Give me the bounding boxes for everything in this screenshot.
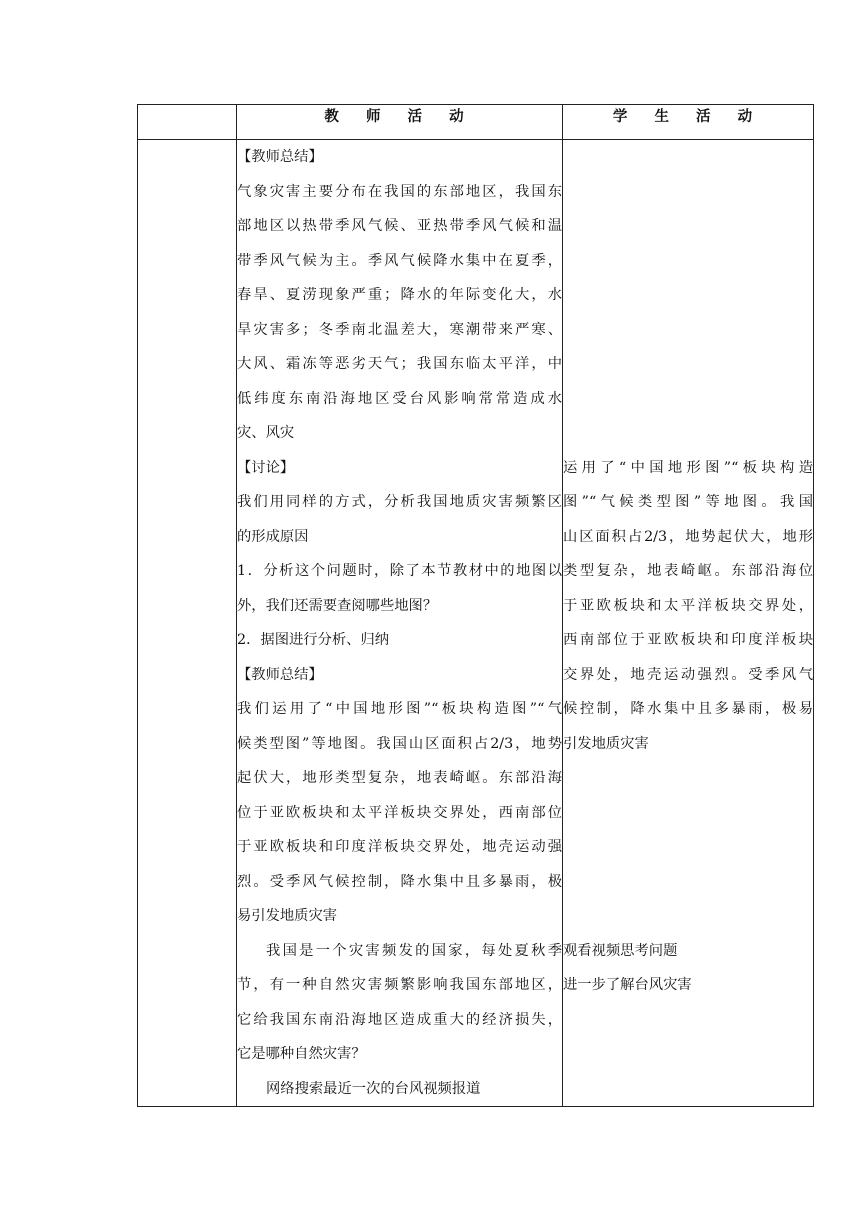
teacher-text-line: 烈。受季风气候控制，降水集中且多暴雨，极 — [237, 873, 562, 890]
student-text-line: 山区面积占2/3，地势起伏大，地形 — [563, 528, 813, 545]
student-text-spacer — [563, 278, 813, 313]
student-text-spacer — [563, 140, 813, 175]
teacher-text-line: 气象灾害主要分布在我国的东部地区，我国东 — [237, 183, 562, 200]
teacher-text-line: 2．据图进行分析、归纳 — [237, 632, 390, 648]
student-text-line: 类型复杂，地表崎岖。东部沿海位 — [563, 563, 813, 579]
student-text-spacer — [563, 796, 813, 831]
student-text-spacer — [563, 347, 813, 382]
teacher-text-line: 低纬度东南沿海地区受台风影响常常造成水 — [237, 390, 562, 407]
teacher-text-line: 外，我们还需要查阅哪些地图？ — [237, 597, 438, 614]
student-text-line: 西南部位于亚欧板块和印度洋板块 — [563, 632, 813, 648]
teacher-text-line: 我国是一个灾害频发的国家，每处夏秋季 — [266, 942, 562, 959]
header-cell-empty — [138, 105, 237, 140]
teacher-text-line: 位于亚欧板块和太平洋板块交界处，西南部位 — [237, 804, 562, 821]
teacher-text-line: 【讨论】 — [237, 459, 295, 476]
student-text-spacer — [563, 175, 813, 210]
student-text-line: 于亚欧板块和太平洋板块交界处， — [563, 597, 813, 614]
teacher-text-line: 于亚欧板块和印度洋板块交界处，地壳运动强 — [237, 839, 562, 855]
header-student-activity: 学 生 活 动 — [563, 105, 814, 140]
student-text-line: 交界处，地壳运动强烈。受季风气 — [563, 666, 813, 683]
teacher-text-line: 易引发地质灾害 — [237, 908, 338, 924]
teacher-text-line: 【教师总结】 — [237, 666, 323, 683]
student-text-spacer — [563, 313, 813, 348]
teacher-text-line: 节，有一种自然灾害频繁影响我国东部地区， — [237, 977, 562, 993]
teacher-text-line: 起伏大，地形类型复杂，地表崎岖。东部沿海 — [237, 770, 562, 786]
teacher-text-line: 大风、霜冻等恶劣天气；我国东临太平洋，中 — [237, 356, 562, 372]
teacher-activity-cell — [237, 140, 563, 1107]
student-text-line: 引发地质灾害 — [563, 735, 649, 752]
teacher-text-line: 1．分析这个问题时，除了本节教材中的地图以 — [237, 563, 562, 579]
teacher-text-line: 的形成原因 — [237, 528, 309, 545]
teacher-text-line: 候类型图”等地图。我国山区面积占2/3，地势 — [237, 735, 562, 752]
teacher-text-line: 我们运用了“中国地形图”“板块构造图”“气 — [237, 701, 562, 717]
student-text-spacer — [563, 382, 813, 417]
teacher-text-line: 它是哪种自然灾害？ — [237, 1046, 366, 1062]
student-text-spacer — [563, 899, 813, 934]
student-text-spacer — [563, 761, 813, 796]
lesson-plan-table — [137, 104, 814, 1107]
table-body-row — [138, 140, 814, 1107]
student-text-spacer — [563, 244, 813, 279]
student-text-spacer — [563, 865, 813, 900]
teacher-text-line: 旱灾害多；冬季南北温差大，寒潮带来严寒、 — [237, 321, 562, 338]
student-text-spacer — [563, 416, 813, 451]
student-text-line: 进一步了解台风灾害 — [563, 977, 692, 993]
student-text-line: 运用了“中国地形图”“板块构造 — [563, 459, 813, 476]
teacher-text-line: 【教师总结】 — [237, 149, 323, 165]
student-text-spacer — [563, 209, 813, 244]
student-text-line: 图”“气候类型图”等地图。我国 — [563, 494, 813, 510]
header-teacher-activity: 教 师 活 动 — [237, 105, 563, 140]
teacher-text-line: 灾、风灾 — [237, 425, 295, 441]
teacher-text-line: 它给我国东南沿海地区造成重大的经济损失， — [237, 1011, 562, 1028]
table-header-row — [138, 105, 814, 140]
label-cell — [138, 140, 237, 1107]
student-text-line: 观看视频思考问题 — [563, 942, 678, 959]
student-activity-cell — [563, 140, 814, 1107]
teacher-text-line: 带季风气候为主。季风气候降水集中在夏季， — [237, 252, 562, 269]
teacher-text-line: 我们用同样的方式，分析我国地质灾害频繁区 — [237, 494, 562, 510]
teacher-text-line: 春旱、夏涝现象严重；降水的年际变化大，水 — [237, 287, 562, 303]
teacher-text-line: 网络搜索最近一次的台风视频报道 — [266, 1080, 481, 1097]
student-text-spacer — [563, 830, 813, 865]
teacher-text-line: 部地区以热带季风气候、亚热带季风气候和温 — [237, 218, 562, 234]
student-text-line: 候控制，降水集中且多暴雨，极易 — [563, 701, 813, 717]
